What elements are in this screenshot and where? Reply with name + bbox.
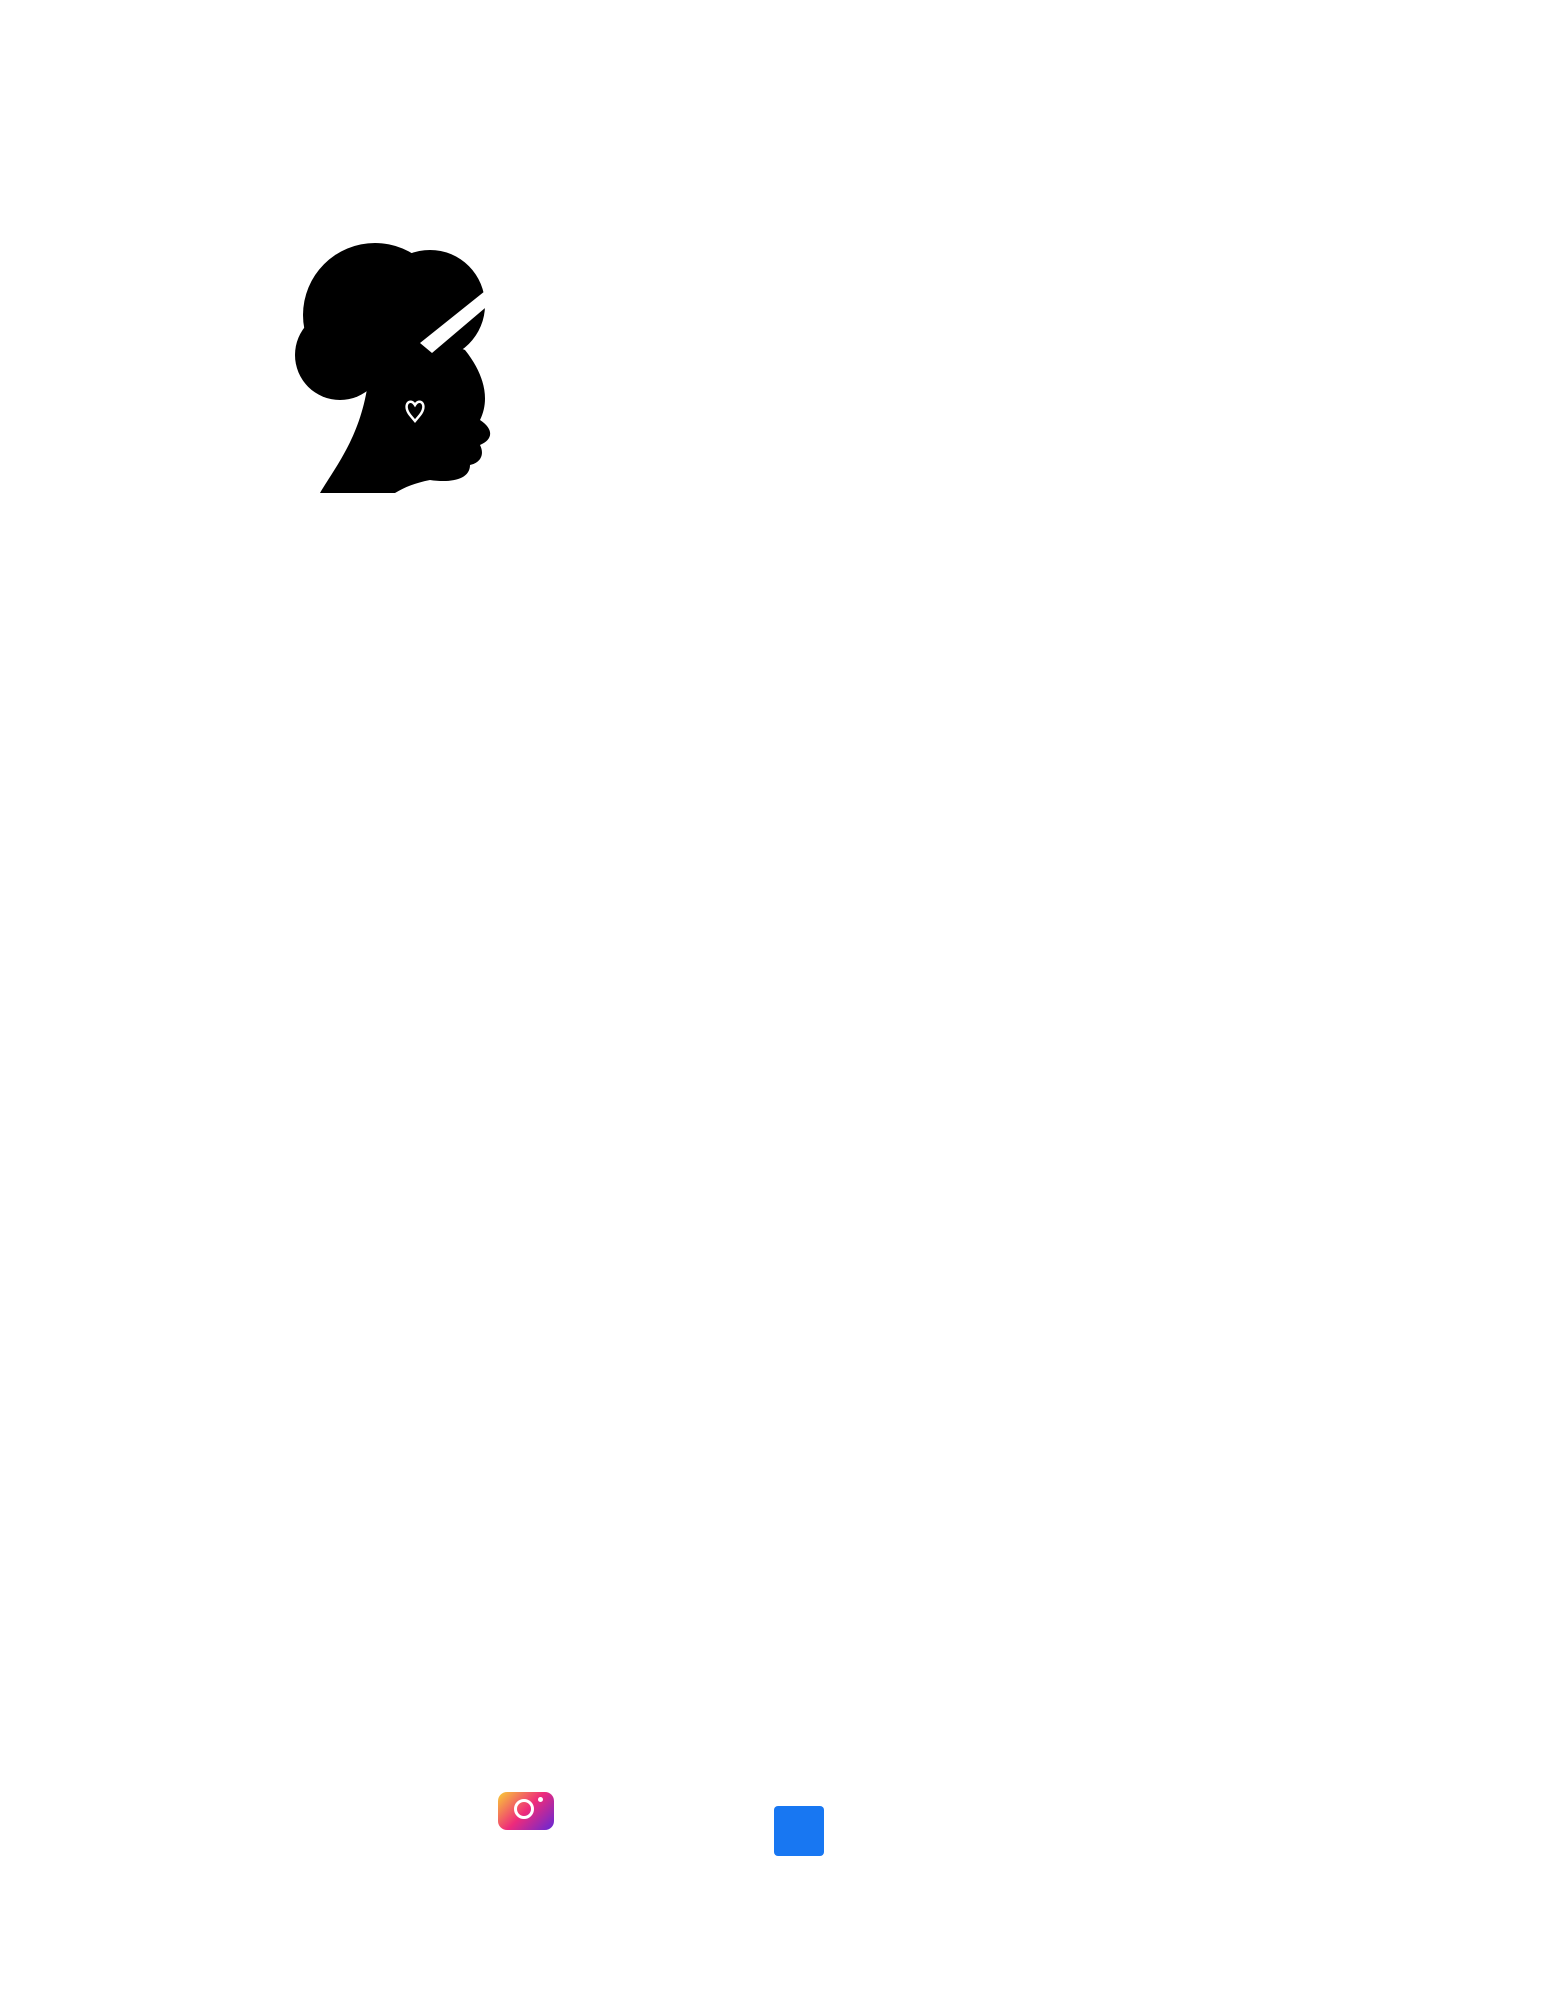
instagram-icon[interactable] (498, 1792, 554, 1830)
facebook-icon[interactable] (774, 1806, 824, 1856)
afro-silhouette-icon (280, 225, 520, 495)
